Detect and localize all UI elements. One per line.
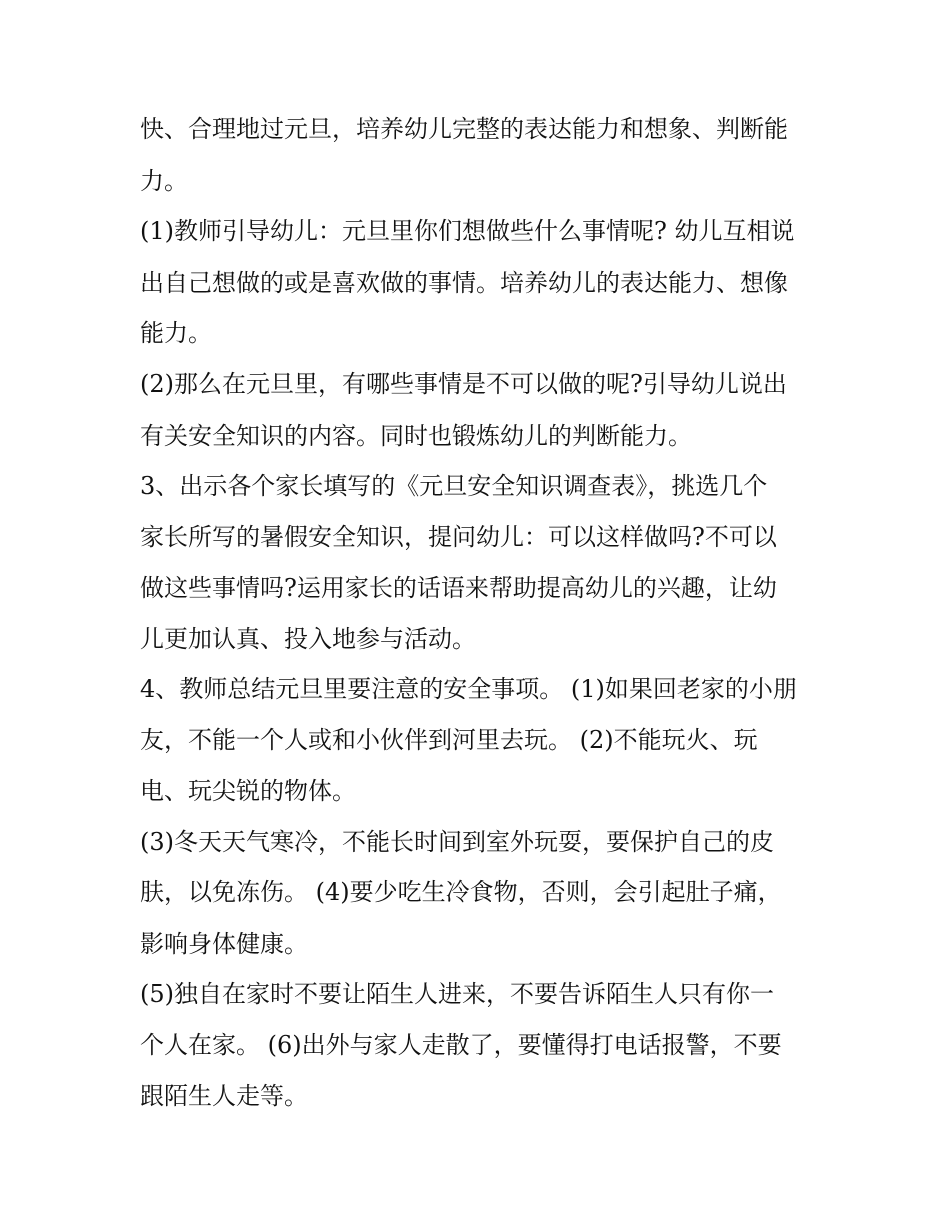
- text-line: 友，不能一个人或和小伙伴到河里去玩。 (2)不能玩火、玩: [140, 726, 758, 754]
- text-line: 儿更加认真、投入地参与活动。: [140, 625, 476, 653]
- text-line: (2)那么在元旦里，有哪些事情是不可以做的呢?引导幼儿说出: [140, 370, 787, 398]
- text-line: 有关安全知识的内容。同时也锻炼幼儿的判断能力。: [140, 422, 692, 450]
- text-line: 快、合理地过元旦，培养幼儿完整的表达能力和想象、判断能: [140, 115, 788, 143]
- text-line: 4、教师总结元旦里要注意的安全事项。 (1)如果回老家的小朋: [140, 675, 797, 703]
- text-line: 力。: [140, 167, 188, 195]
- text-line: 跟陌生人走等。: [140, 1082, 308, 1110]
- text-line: 个人在家。 (6)出外与家人走散了，要懂得打电话报警，不要: [140, 1031, 782, 1059]
- text-line: 出自己想做的或是喜欢做的事情。培养幼儿的表达能力、想像: [140, 269, 788, 297]
- text-line: 电、玩尖锐的物体。: [140, 777, 356, 805]
- text-line: 做这些事情吗?运用家长的话语来帮助提高幼儿的兴趣，让幼: [140, 574, 777, 602]
- text-line: (3)冬天天气寒冷，不能长时间到室外玩耍，要保护自己的皮: [140, 828, 774, 856]
- text-line: 肤，以免冻伤。 (4)要少吃生冷食物，否则，会引起肚子痛，: [140, 878, 782, 906]
- text-line: (5)独自在家时不要让陌生人进来，不要告诉陌生人只有你一: [140, 980, 774, 1008]
- text-line: 影响身体健康。: [140, 930, 308, 958]
- text-line: 3、出示各个家长填写的《元旦安全知识调查表》，挑选几个: [140, 472, 768, 500]
- text-line: 能力。: [140, 319, 212, 347]
- text-line: (1)教师引导幼儿：元旦里你们想做些什么事情呢? 幼儿互相说: [140, 217, 795, 245]
- text-line: 家长所写的暑假安全知识，提问幼儿：可以这样做吗?不可以: [140, 523, 777, 551]
